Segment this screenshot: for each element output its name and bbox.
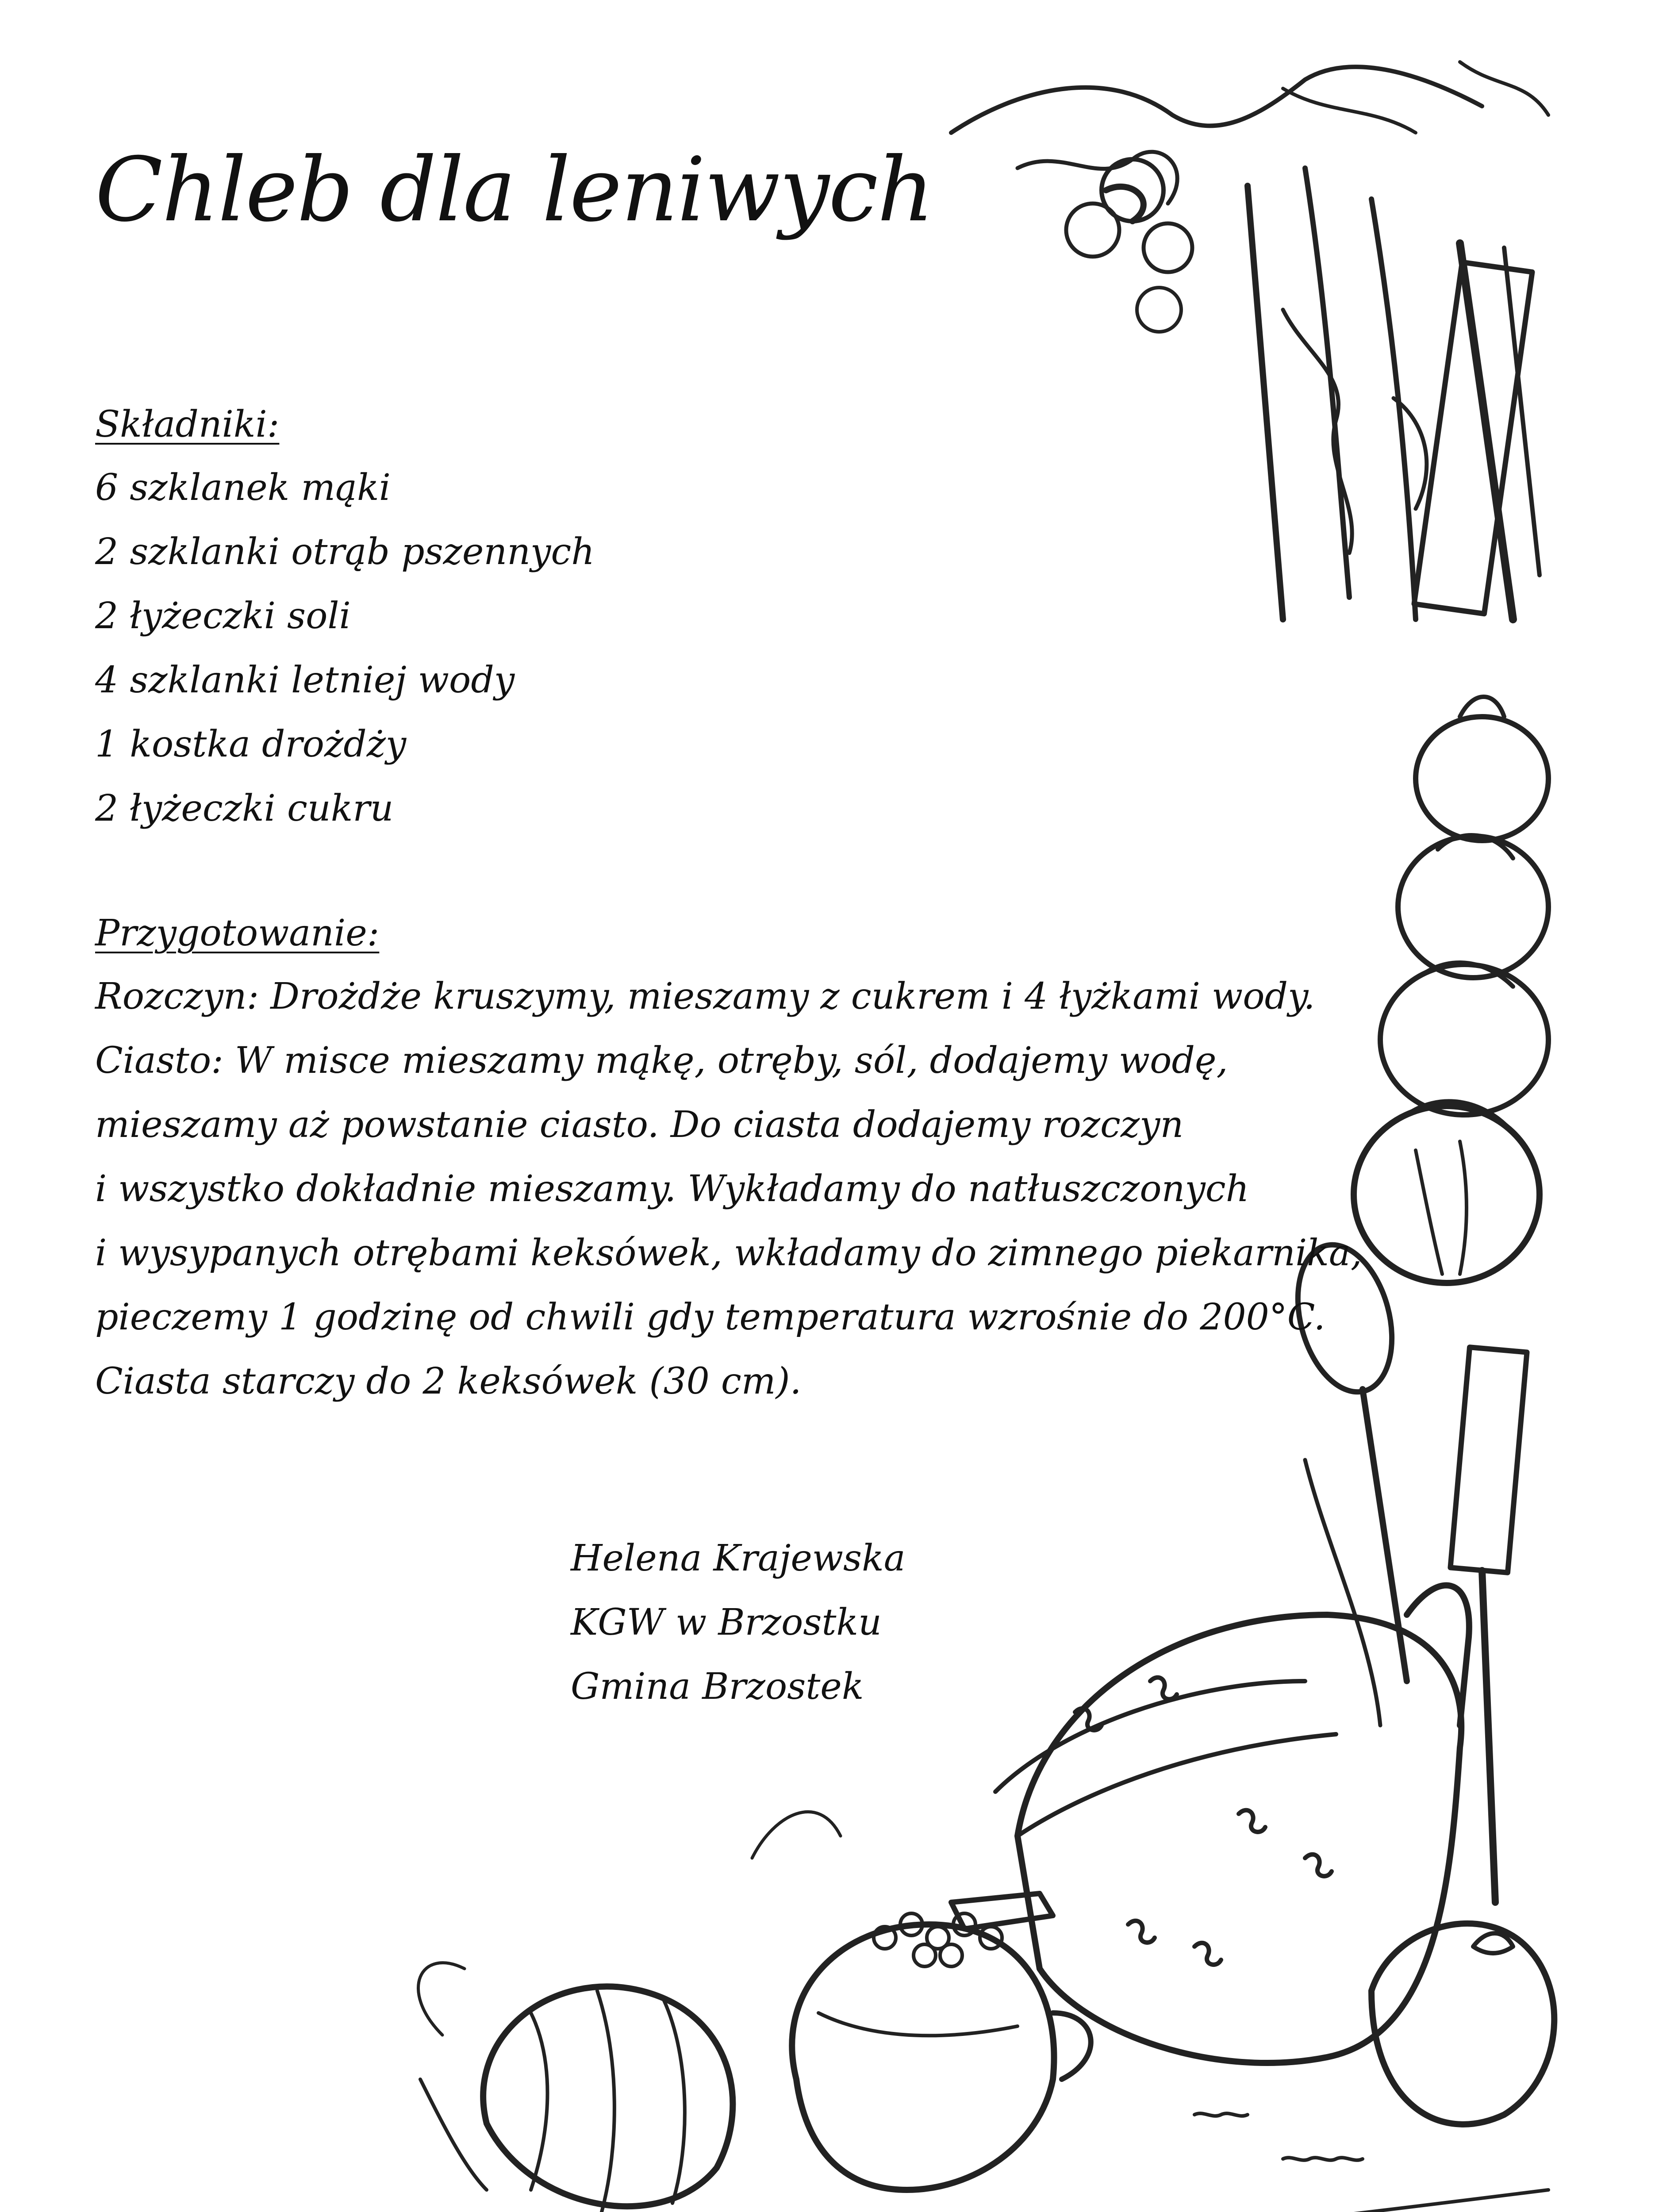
preparation-line: Ciasto: W misce mieszamy mąkę, otręby, sól, dodajemy wodę,: [95, 1040, 1228, 1082]
ingredients-section: [95, 394, 1068, 841]
preparation-line: i wysypanych otrębami keksówek, wkładamy do zimnego piekarnika,: [95, 1232, 1362, 1274]
ingredient-item: 2 łyżeczki cukru: [95, 787, 394, 830]
ingredient-item: 4 szklanki letniej wody: [95, 659, 515, 701]
preparation-line: i wszystko dokładnie mieszamy. Wykładamy do natłuszczonych: [95, 1168, 1249, 1210]
ingredient-item: 1 kostka drożdży: [95, 723, 407, 765]
preparation-section: [95, 902, 1362, 1413]
preparation-line: Ciasta starczy do 2 keksówek (30 cm).: [95, 1360, 802, 1402]
preparation-line: Rozczyn: Drożdże kruszymy, mieszamy z cukrem i 4 łyżkami wody.: [95, 975, 1315, 1018]
author-signature: [571, 1526, 906, 1719]
ingredients-heading: Składniki:: [95, 403, 280, 445]
preparation-line: mieszamy aż powstanie ciasto. Do ciasta dodajemy rozczyn: [95, 1104, 1184, 1146]
preparation-heading: Przygotowanie:: [95, 912, 380, 954]
author-municipality: Gmina Brzostek: [571, 1666, 864, 1708]
ingredient-list: [95, 456, 1068, 841]
author-organization: KGW w Brzostku: [571, 1601, 882, 1644]
page-title: Chleb dla leniwych: [95, 138, 933, 242]
ingredient-item: 2 łyżeczki soli: [95, 595, 351, 637]
author-name: Helena Krajewska: [571, 1537, 906, 1579]
ingredient-item: 2 szklanki otrąb pszennych: [95, 531, 595, 573]
preparation-line: pieczemy 1 godzinę od chwili gdy temperatura wzrośnie do 200°C.: [95, 1296, 1325, 1338]
ingredient-item: 6 szklanek mąki: [95, 467, 391, 509]
